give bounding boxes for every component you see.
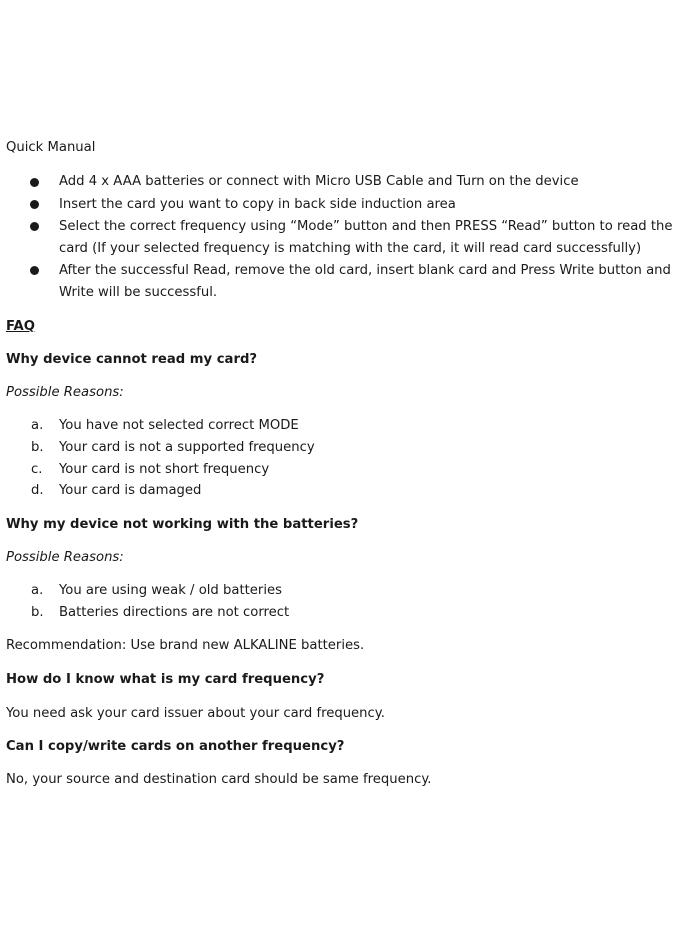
manual-step-3-line-2: card (If your selected frequency is matching with the card, it will read card successfully) [59, 241, 642, 256]
list-marker: a. [31, 418, 44, 433]
manual-step-3-line-1: Select the correct frequency using “Mode” button and then PRESS “Read” button to read the [59, 219, 673, 234]
bullet-icon [30, 266, 39, 275]
list-marker: d. [31, 483, 44, 498]
manual-title: Quick Manual [6, 140, 96, 155]
faq-question-1: Why device cannot read my card? [6, 352, 258, 367]
list-marker: a. [31, 583, 44, 598]
bullet-icon [30, 178, 39, 187]
manual-step-2: Insert the card you want to copy in back side induction area [59, 197, 456, 212]
faq-recommendation: Recommendation: Use brand new ALKALINE batteries. [6, 638, 365, 653]
list-item: You have not selected correct MODE [59, 418, 299, 433]
faq-answer-4: No, your source and destination card should be same frequency. [6, 772, 432, 787]
bullet-icon [30, 222, 39, 231]
faq-question-3: How do I know what is my card frequency? [6, 672, 325, 687]
faq-reasons-label-2: Possible Reasons: [6, 550, 124, 565]
faq-answer-3: You need ask your card issuer about your card frequency. [6, 706, 385, 721]
list-marker: b. [31, 605, 44, 620]
list-item: Batteries directions are not correct [59, 605, 290, 620]
list-item: Your card is not a supported frequency [59, 440, 315, 455]
faq-question-2: Why my device not working with the batteries? [6, 517, 359, 532]
manual-step-1: Add 4 x AAA batteries or connect with Micro USB Cable and Turn on the device [59, 174, 579, 189]
list-marker: b. [31, 440, 44, 455]
faq-reasons-label-1: Possible Reasons: [6, 385, 124, 400]
list-item: You are using weak / old batteries [59, 583, 282, 598]
list-item: Your card is damaged [59, 483, 202, 498]
list-marker: c. [31, 462, 43, 477]
manual-step-4-line-1: After the successful Read, remove the old card, insert blank card and Press Write button and [59, 263, 671, 278]
manual-step-4-line-2: Write will be successful. [59, 285, 218, 300]
faq-heading: FAQ [6, 319, 35, 334]
bullet-icon [30, 200, 39, 209]
faq-question-4: Can I copy/write cards on another frequency? [6, 739, 345, 754]
list-item: Your card is not short frequency [59, 462, 270, 477]
